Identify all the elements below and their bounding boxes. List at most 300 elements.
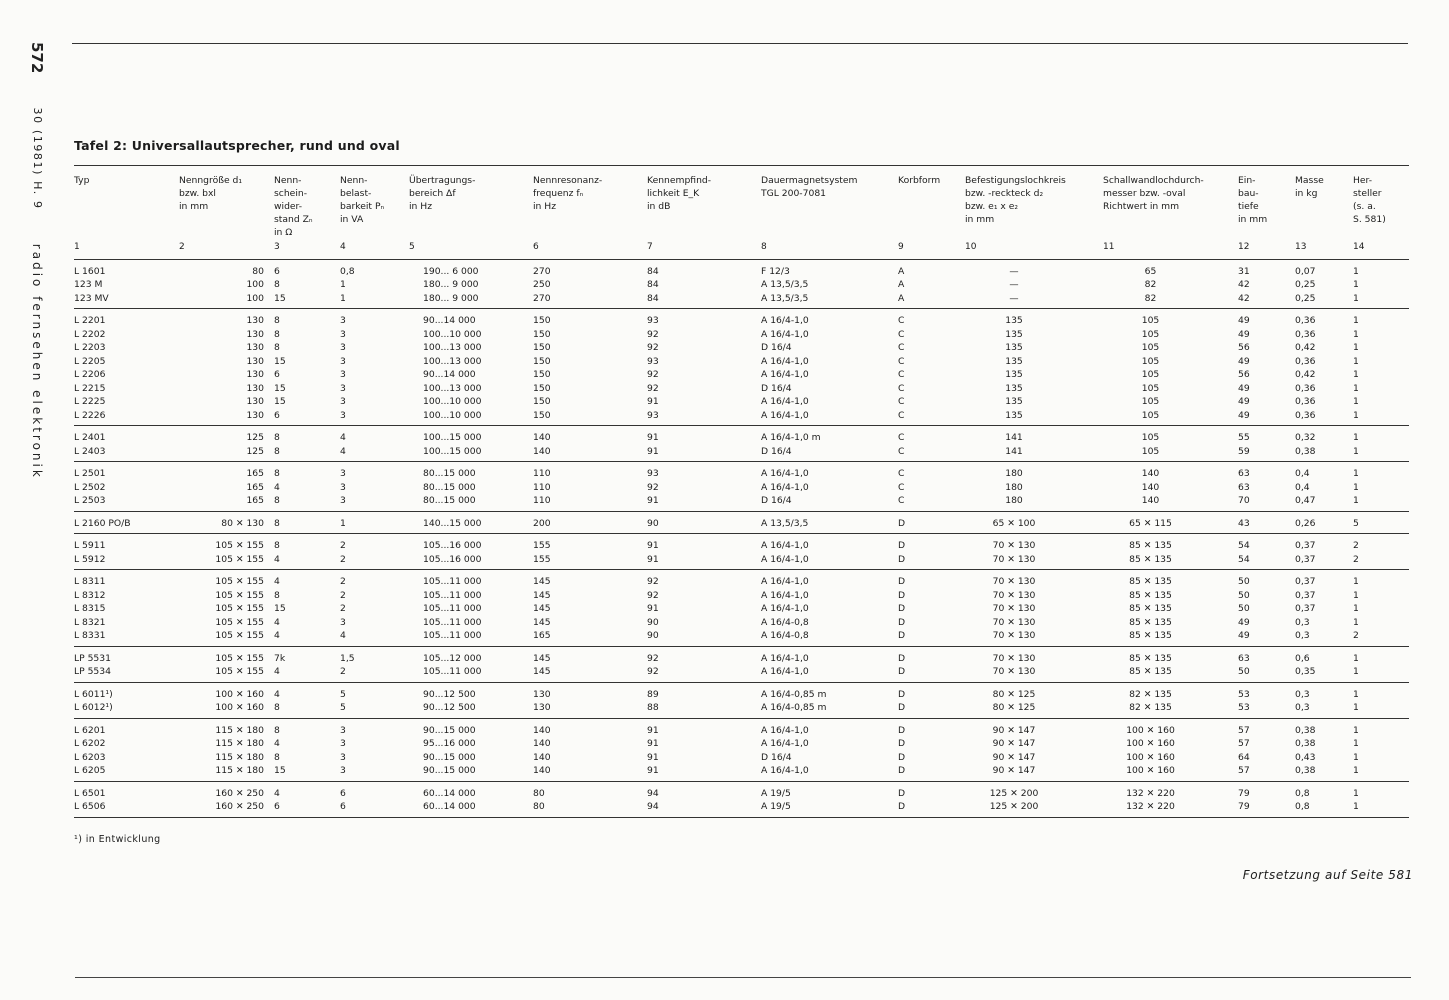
table-cell: C: [898, 481, 905, 493]
top-rule: [72, 43, 1408, 44]
table-cell: C: [898, 468, 905, 479]
table-cell: L 6011¹): [74, 688, 113, 700]
table-cell: 4: [274, 688, 280, 700]
table-cell: 8: [274, 517, 280, 529]
table-cell: 130: [533, 688, 551, 700]
table-cell: 8: [274, 495, 280, 506]
column-number: 11: [1103, 242, 1115, 252]
table-cell: 130: [246, 315, 264, 326]
table-cell: 6: [274, 265, 280, 277]
table-cell: D: [898, 666, 906, 677]
table-cell: 1: [1353, 688, 1359, 700]
table-cell: 105 ✕ 155: [215, 666, 264, 677]
table-cell: A 16/4-1,0: [761, 481, 809, 493]
column-header: Nenn- schein- wider- stand Zₙ in Ω: [274, 175, 313, 238]
table-cell: 5: [340, 702, 346, 713]
footnote: ¹) in Entwicklung: [74, 834, 161, 845]
table-cell: D: [898, 765, 906, 776]
table-cell: 155: [533, 540, 551, 551]
table-cell: L 8321: [74, 616, 106, 628]
table-cell: 84: [647, 279, 659, 290]
column-number: 4: [340, 242, 346, 252]
column-number: 9: [898, 242, 904, 252]
table-cell: 80 ✕ 130: [221, 517, 264, 529]
table-cell: 3: [340, 382, 346, 394]
column-number: 12: [1238, 242, 1250, 252]
table-row: [74, 368, 1409, 382]
table-cell: 150: [533, 315, 551, 326]
table-cell: 110: [533, 481, 551, 493]
table-cell: 49: [1238, 328, 1250, 340]
table-cell: 8: [274, 328, 280, 340]
table-cell: 42: [1238, 292, 1250, 304]
table-cell: L 2202: [74, 328, 106, 340]
table-cell: L 2502: [74, 481, 106, 493]
table-cell: 1: [1353, 265, 1359, 277]
table-cell: L 2401: [74, 432, 106, 443]
table-cell: 0,37: [1295, 603, 1316, 614]
table-cell: 1: [1353, 328, 1359, 340]
table-cell: L 2403: [74, 445, 106, 457]
table-cell: D: [898, 801, 906, 812]
table-cell: D: [898, 517, 906, 529]
table-cell: L 6203: [74, 751, 106, 763]
table-cell: 42: [1238, 279, 1250, 290]
table-cell: 1: [1353, 279, 1359, 290]
table-cell: 91: [647, 540, 659, 551]
table-cell: 0,25: [1295, 279, 1316, 290]
column-header: Übertragungs- bereich Δf in Hz: [409, 175, 476, 212]
table-cell: 70 ✕ 130: [992, 553, 1036, 565]
table-cell: 93: [647, 468, 659, 479]
table-cell: 3: [340, 481, 346, 493]
table-cell: A 16/4-1,0: [761, 576, 809, 587]
table-cell: 0,38: [1295, 724, 1316, 736]
table-cell: D: [898, 724, 906, 736]
table-cell: 100 ✕ 160: [1126, 751, 1175, 763]
table-cell: 91: [647, 396, 659, 407]
table-cell: 100 ✕ 160: [215, 702, 264, 713]
table-cell: 140: [1141, 468, 1160, 479]
table-cell: 90...12 500: [423, 688, 476, 700]
table-cell: 100: [246, 292, 264, 304]
table-cell: 3: [340, 765, 346, 776]
table-cell: 70 ✕ 130: [992, 630, 1036, 641]
table-cell: 0,42: [1295, 369, 1316, 380]
table-cell: 85 ✕ 135: [1129, 576, 1172, 587]
table-cell: 140: [533, 751, 551, 763]
table-cell: 60...14 000: [423, 787, 476, 799]
table-cell: 1: [1353, 445, 1359, 457]
table-cell: 64: [1238, 751, 1250, 763]
table-cell: 50: [1238, 603, 1250, 614]
table-cell: 89: [647, 688, 659, 700]
table-row: [74, 259, 1409, 278]
table-cell: 2: [340, 589, 346, 601]
table-row: [74, 341, 1409, 355]
table-cell: 1: [1353, 603, 1359, 614]
table-cell: 145: [533, 652, 551, 664]
table-cell: 140: [533, 724, 551, 736]
table-cell: D: [898, 616, 906, 628]
table-cell: A 16/4-1,0: [761, 315, 809, 326]
table-cell: 180... 9 000: [423, 279, 479, 290]
table-cell: D: [898, 576, 906, 587]
table-cell: 132 ✕ 220: [1126, 787, 1175, 799]
table-cell: F 12/3: [761, 265, 790, 277]
column-header: Nennresonanz- frequenz fₙ in Hz: [533, 175, 603, 212]
table-cell: 49: [1238, 630, 1250, 641]
table-cell: 0,8: [1295, 801, 1310, 812]
table-cell: 80: [252, 265, 264, 277]
table-row: [74, 382, 1409, 396]
table-cell: C: [898, 432, 905, 443]
column-number: 14: [1353, 242, 1365, 252]
table-cell: 130: [246, 342, 264, 353]
table-cell: 54: [1238, 540, 1250, 551]
table-cell: 93: [647, 355, 659, 367]
table-cell: A: [898, 265, 905, 277]
table-cell: A 16/4-1,0 m: [761, 432, 821, 443]
table-cell: 8: [274, 540, 280, 551]
table-cell: 3: [340, 724, 346, 736]
table-cell: 150: [533, 369, 551, 380]
table-cell: 0,35: [1295, 666, 1316, 677]
table-cell: D: [898, 553, 906, 565]
table-cell: C: [898, 355, 905, 367]
table-cell: 82 ✕ 135: [1129, 702, 1172, 713]
table-cell: 150: [533, 328, 551, 340]
column-header: Nenngröße d₁ bzw. bxl in mm: [179, 175, 243, 212]
table-cell: 140...15 000: [423, 517, 482, 529]
table-cell: 90...15 000: [423, 751, 476, 763]
table-cell: 65: [1144, 265, 1157, 277]
table-cell: A 16/4-1,0: [761, 666, 809, 677]
column-number: 13: [1295, 242, 1307, 252]
table-cell: 0,4: [1295, 481, 1310, 493]
table-cell: 1: [1353, 396, 1359, 407]
table-cell: 270: [533, 292, 551, 304]
table-cell: 135: [1005, 396, 1023, 407]
table-cell: 140: [1141, 481, 1160, 493]
table-cell: 0,36: [1295, 382, 1316, 394]
table-cell: 1: [1353, 702, 1359, 713]
table-cell: 4: [274, 787, 280, 799]
table-row: [74, 800, 1409, 817]
table-cell: 100...15 000: [423, 432, 482, 443]
table-cell: 85 ✕ 135: [1129, 652, 1172, 664]
table-cell: 3: [340, 751, 346, 763]
table-cell: 0,36: [1295, 355, 1316, 367]
table-cell: L 2225: [74, 396, 106, 407]
table-row: [74, 589, 1409, 603]
table-cell: 160 ✕ 250: [215, 787, 264, 799]
table-cell: L 1601: [74, 265, 106, 277]
table-cell: A 16/4-1,0: [761, 328, 809, 340]
table-cell: 5: [340, 688, 346, 700]
table-cell: D: [898, 738, 906, 749]
table-cell: A 16/4-1,0: [761, 603, 809, 614]
table-cell: A 16/4-1,0: [761, 652, 809, 664]
table-cell: 94: [647, 787, 659, 799]
table-cell: 91: [647, 738, 659, 749]
table-cell: 90 ✕ 147: [992, 751, 1036, 763]
table-cell: C: [898, 495, 905, 506]
table-cell: 1: [1353, 666, 1359, 677]
table-cell: 180: [1005, 495, 1023, 506]
table-cell: L 8315: [74, 603, 106, 614]
table-cell: 70 ✕ 130: [992, 616, 1036, 628]
table-cell: 100...10 000: [423, 409, 482, 421]
table-row: [74, 553, 1409, 570]
table-cell: D 16/4: [761, 382, 792, 394]
table-cell: D: [898, 630, 906, 641]
table-cell: 105...11 000: [423, 616, 482, 628]
table-cell: 135: [1005, 342, 1023, 353]
table-cell: 145: [533, 666, 551, 677]
table-cell: 110: [533, 495, 551, 506]
table-cell: 1: [1353, 382, 1359, 394]
table-cell: 90 ✕ 147: [992, 724, 1036, 736]
table-cell: 135: [1005, 355, 1023, 367]
table-cell: —: [1009, 292, 1019, 304]
table-cell: 2: [340, 666, 346, 677]
table-cell: D 16/4: [761, 751, 792, 763]
column-header: Schallwandlochdurch- messer bzw. -oval Richtwert in mm: [1103, 175, 1204, 212]
table-cell: 105: [1141, 355, 1160, 367]
bottom-rule: [75, 977, 1411, 978]
table-cell: 4: [340, 432, 346, 443]
table-cell: 63: [1238, 652, 1250, 664]
table-cell: 0,38: [1295, 445, 1316, 457]
table-cell: 90: [647, 616, 659, 628]
table-cell: 65 ✕ 115: [1129, 517, 1172, 529]
table-cell: 180: [1005, 468, 1023, 479]
table-cell: 91: [647, 603, 659, 614]
table-cell: L 5911: [74, 540, 106, 551]
table-cell: 1: [340, 517, 346, 529]
table-row: [74, 481, 1409, 495]
table-cell: 15: [274, 396, 286, 407]
column-header: Typ: [74, 175, 90, 186]
table-cell: 115 ✕ 180: [215, 738, 264, 749]
table-cell: 165: [533, 630, 551, 641]
table-row: [74, 602, 1409, 616]
table-cell: 130: [246, 396, 264, 407]
table-cell: 123 M: [74, 279, 103, 290]
table-cell: C: [898, 315, 905, 326]
table-cell: 3: [340, 369, 346, 380]
table-cell: 100...10 000: [423, 328, 482, 340]
table-cell: 2: [1353, 630, 1359, 641]
table-cell: L 2206: [74, 369, 106, 380]
table-cell: A 16/4-0,8: [761, 616, 809, 628]
table-cell: 80 ✕ 125: [992, 688, 1036, 700]
table-cell: 80...15 000: [423, 481, 476, 493]
speaker-table: [74, 165, 1409, 818]
table-cell: L 5912: [74, 553, 106, 565]
table-cell: 100 ✕ 160: [1126, 738, 1175, 749]
table-body: [74, 259, 1409, 817]
column-number: 6: [533, 242, 539, 252]
table-cell: 105...11 000: [423, 576, 482, 587]
table-cell: 91: [647, 751, 659, 763]
table-cell: L 2226: [74, 409, 106, 421]
table-cell: 49: [1238, 409, 1250, 421]
table-cell: 55: [1238, 432, 1250, 443]
table-row: [74, 718, 1409, 737]
table-cell: 1,5: [340, 652, 355, 664]
table-cell: 4: [340, 630, 346, 641]
table-cell: 0,37: [1295, 589, 1316, 601]
table-row: [74, 355, 1409, 369]
table-cell: 79: [1238, 787, 1250, 799]
table-cell: 150: [533, 382, 551, 394]
table-cell: L 6506: [74, 801, 106, 812]
table-cell: 1: [1353, 468, 1359, 479]
table-cell: 125: [246, 445, 264, 457]
table-cell: A 16/4-1,0: [761, 369, 809, 380]
table-cell: 150: [533, 355, 551, 367]
table-row: [74, 737, 1409, 751]
table-cell: 8: [274, 315, 280, 326]
table-cell: 105...12 000: [423, 652, 482, 664]
table-cell: C: [898, 328, 905, 340]
table-cell: C: [898, 342, 905, 353]
table-cell: 100 ✕ 160: [1126, 765, 1175, 776]
table-cell: 0,37: [1295, 553, 1316, 565]
table-cell: 105: [1141, 432, 1160, 443]
table-cell: 70 ✕ 130: [992, 540, 1036, 551]
table-cell: 0,25: [1295, 292, 1316, 304]
column-header: Korbform: [898, 175, 941, 186]
table-cell: 145: [533, 603, 551, 614]
table-cell: 2: [340, 553, 346, 565]
table-cell: C: [898, 382, 905, 394]
table-cell: —: [1009, 279, 1019, 290]
table-cell: A 16/4-1,0: [761, 589, 809, 601]
table-cell: 0,26: [1295, 517, 1316, 529]
table-cell: D: [898, 540, 906, 551]
table-cell: 50: [1238, 666, 1250, 677]
table-cell: A 13,5/3,5: [761, 279, 809, 290]
table-cell: 8: [274, 468, 280, 479]
table-cell: 141: [1005, 432, 1023, 443]
table-cell: 49: [1238, 616, 1250, 628]
table-cell: D: [898, 603, 906, 614]
table-cell: 2: [1353, 553, 1359, 565]
table-cell: 105 ✕ 155: [215, 603, 264, 614]
table-cell: 90...15 000: [423, 765, 476, 776]
table-cell: 130: [246, 409, 264, 421]
table-cell: 105 ✕ 155: [215, 589, 264, 601]
table-row: [74, 278, 1409, 292]
table-cell: 0,37: [1295, 540, 1316, 551]
table-cell: 150: [533, 342, 551, 353]
table-cell: 105...11 000: [423, 603, 482, 614]
table-cell: 3: [340, 355, 346, 367]
table-cell: A 16/4-1,0: [761, 540, 809, 551]
table-cell: L 2215: [74, 382, 106, 394]
table-cell: 91: [647, 553, 659, 565]
table-cell: 3: [340, 409, 346, 421]
table-cell: 150: [533, 409, 551, 421]
table-cell: 84: [647, 265, 659, 277]
table-cell: 140: [1141, 495, 1160, 506]
table-cell: 155: [533, 553, 551, 565]
table-cell: 105...11 000: [423, 630, 482, 641]
table-cell: 93: [647, 315, 659, 326]
table-row: [74, 616, 1409, 630]
table-cell: 1: [1353, 342, 1359, 353]
table-row: [74, 629, 1409, 646]
column-headers: [74, 166, 1409, 240]
table-cell: 135: [1005, 369, 1023, 380]
column-number: 5: [409, 242, 415, 252]
table-cell: 90 ✕ 147: [992, 738, 1036, 749]
table-cell: 8: [274, 432, 280, 443]
table-cell: L 8311: [74, 576, 106, 587]
table-cell: 105: [1141, 328, 1160, 340]
table-cell: 141: [1005, 445, 1023, 457]
table-cell: D: [898, 702, 906, 713]
table-cell: 105 ✕ 155: [215, 553, 264, 565]
table-cell: 57: [1238, 765, 1250, 776]
table-row: [74, 682, 1409, 701]
table-row: [74, 409, 1409, 426]
table-cell: 130: [246, 355, 264, 367]
table-cell: 0,6: [1295, 652, 1310, 664]
table-cell: 123 MV: [74, 292, 109, 304]
table-cell: 1: [1353, 801, 1359, 812]
table-cell: 2: [340, 540, 346, 551]
table-cell: 105 ✕ 155: [215, 630, 264, 641]
table-cell: 70 ✕ 130: [992, 603, 1036, 614]
table-cell: C: [898, 369, 905, 380]
table-cell: 50: [1238, 576, 1250, 587]
table-cell: 8: [274, 445, 280, 457]
table-row: [74, 751, 1409, 765]
table-cell: 92: [647, 481, 659, 493]
table-cell: 15: [274, 355, 286, 367]
table-cell: 53: [1238, 688, 1250, 700]
table-cell: 105...11 000: [423, 666, 482, 677]
table-cell: 90: [647, 517, 659, 529]
table-cell: 105 ✕ 155: [215, 616, 264, 628]
table-cell: 1: [1353, 787, 1359, 799]
table-cell: 6: [274, 369, 280, 380]
table-cell: 8: [274, 342, 280, 353]
table-cell: 85 ✕ 135: [1129, 666, 1172, 677]
table-cell: 85 ✕ 135: [1129, 630, 1172, 641]
column-number: 7: [647, 242, 653, 252]
table-cell: 60...14 000: [423, 801, 476, 812]
table-cell: LP 5531: [74, 652, 111, 664]
table-cell: A: [898, 292, 905, 304]
table-cell: 4: [274, 553, 280, 565]
column-number: 8: [761, 242, 767, 252]
table-cell: 4: [274, 738, 280, 749]
table-cell: 49: [1238, 396, 1250, 407]
table-cell: 54: [1238, 553, 1250, 565]
column-number: 1: [74, 242, 80, 252]
table-cell: 0,47: [1295, 495, 1316, 506]
table-cell: D: [898, 751, 906, 763]
table-cell: D: [898, 589, 906, 601]
table-cell: C: [898, 409, 905, 421]
table-cell: 3: [340, 468, 346, 479]
table-cell: 105: [1141, 445, 1160, 457]
